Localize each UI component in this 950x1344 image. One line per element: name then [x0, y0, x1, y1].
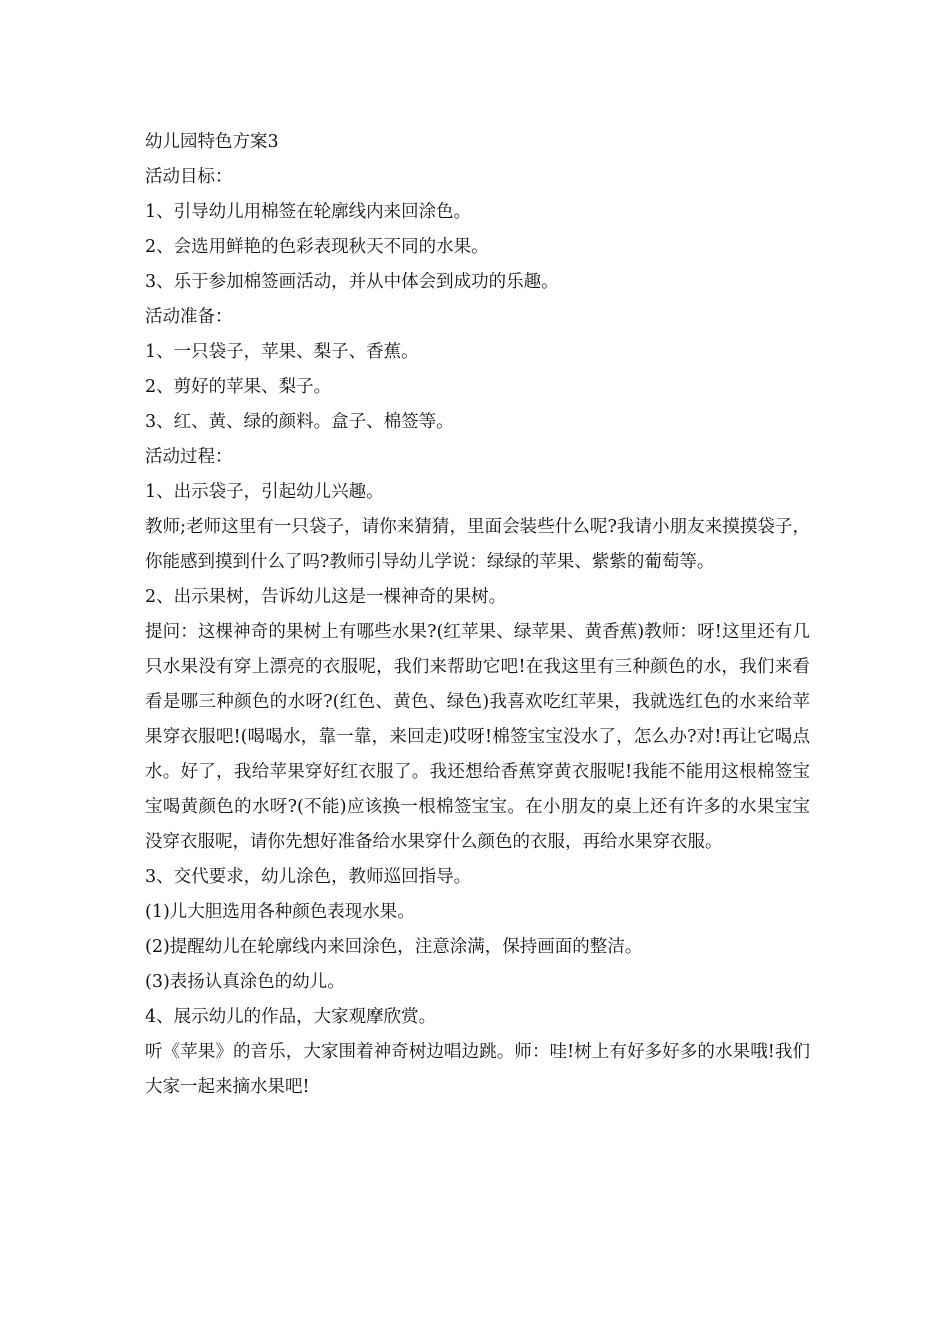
goal-item: 1、引导幼儿用棉签在轮廓线内来回涂色。: [145, 202, 472, 222]
requirement-item: (2)提醒幼儿在轮廓线内来回涂色，注意涂满，保持画面的整洁。: [145, 937, 643, 957]
process-step: 1、出示袋子，引起幼儿兴趣。: [145, 482, 384, 502]
document-page: [145, 125, 810, 1105]
preparation-item: 2、剪好的苹果、梨子。: [145, 377, 332, 397]
process-step: 4、展示幼儿的作品，大家观摩欣赏。: [145, 1007, 437, 1027]
preparation-item: 3、红、黄、绿的颜料。盒子、棉签等。: [145, 412, 454, 432]
process-paragraph: 提问：这棵神奇的果树上有哪些水果?(红苹果、绿苹果、黄香蕉)教师：呀!这里还有几只水果没有穿上漂亮的衣服呢，我们来帮助它吧!在我这里有三种颜色的水，我们来看看是哪三种颜色的水呀?(红色、黄色、绿色)我喜欢吃红苹果，我就选红色的水来给苹果穿衣服吧!(喝喝水，靠一靠，来回走)哎呀!棉签宝宝没水了，怎么办?对!再让它喝点水。好了，我给苹果穿好红衣服了。我还想给香蕉穿黄衣服呢!我能不能用这根棉签宝宝喝黄颜色的水呀?(不能)应该换一根棉签宝宝。在小朋友的桌上还有许多的水果宝宝没穿衣服呢，请你先想好准备给水果穿什么颜色的衣服，再给水果穿衣服。: [145, 622, 810, 852]
document-title: 幼儿园特色方案3: [145, 132, 279, 152]
process-step: 2、出示果树，告诉幼儿这是一棵神奇的果树。: [145, 587, 507, 607]
requirement-item: (1)儿大胆选用各种颜色表现水果。: [145, 902, 415, 922]
requirement-item: (3)表扬认真涂色的幼儿。: [145, 972, 345, 992]
goal-item: 2、会选用鲜艳的色彩表现秋天不同的水果。: [145, 237, 489, 257]
section-heading-goals: 活动目标：: [145, 167, 233, 187]
process-paragraph: 听《苹果》的音乐，大家围着神奇树边唱边跳。师：哇!树上有好多好多的水果哦!我们大家一起来摘水果吧!: [145, 1042, 810, 1097]
section-heading-process: 活动过程：: [145, 447, 233, 467]
process-paragraph: 教师;老师这里有一只袋子，请你来猜猜，里面会装些什么呢?我请小朋友来摸摸袋子，你能感到摸到什么了吗?教师引导幼儿学说：绿绿的苹果、紫紫的葡萄等。: [145, 517, 810, 572]
goal-item: 3、乐于参加棉签画活动，并从中体会到成功的乐趣。: [145, 272, 559, 292]
section-heading-preparation: 活动准备：: [145, 307, 233, 327]
preparation-item: 1、一只袋子，苹果、梨子、香蕉。: [145, 342, 419, 362]
process-step: 3、交代要求，幼儿涂色，教师巡回指导。: [145, 867, 472, 887]
